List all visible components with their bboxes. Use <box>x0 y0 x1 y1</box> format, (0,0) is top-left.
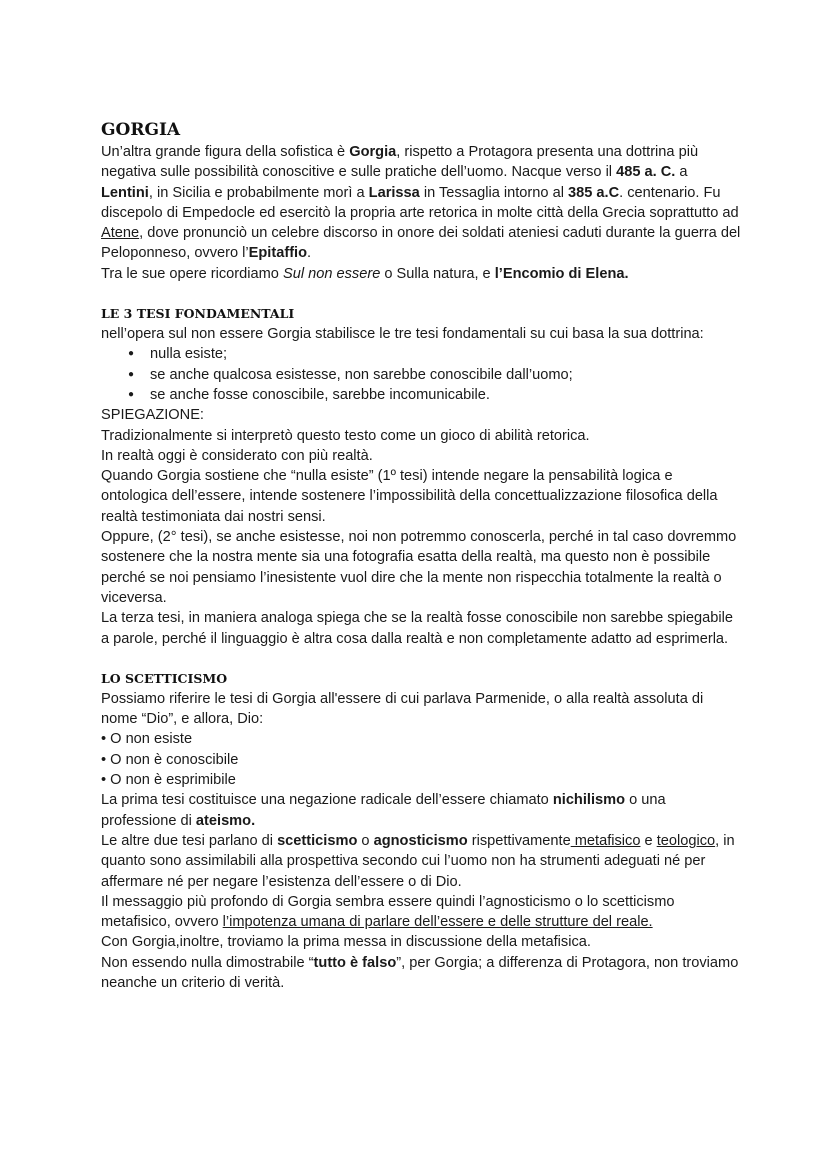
heading-scetticismo: LO SCETTICISMO <box>101 670 228 686</box>
document-page <box>101 118 741 993</box>
list-item: ● nulla esiste; <box>128 344 741 364</box>
spacer <box>101 649 741 669</box>
bold-run: 385 a.C <box>568 184 620 201</box>
list-item: ● se anche fosse conoscibile, sarebbe incomunicabile. <box>128 385 741 405</box>
italic-run: Sul non essere <box>282 265 381 282</box>
text-run: . <box>307 245 312 262</box>
text-run: Un’altra grande figura della sofistica è <box>101 144 350 160</box>
tesi-bullet-list <box>101 344 741 405</box>
list-item: ● se anche qualcosa esistesse, non sarebbe conoscibile dall’uomo; <box>128 365 741 385</box>
paragraph-spiegazione: Quando Gorgia sostiene che “nulla esiste” (1º tesi) intende negare la pensabilità logica e ontologica dell’essere, intende sostenere l’impossibilità della concettualizzazione filosofica della realtà testimoniata dai nostri sensi. <box>101 468 718 525</box>
paragraph-spiegazione: Oppure, (2° tesi), se anche esistesse, noi non potremmo conoscerla, perché in tal caso dovremmo sostenere che la nostra mente sia una fotografia esatta della realtà, ma questo non è possibile perché se noi pensiamo l’inesistente vuol dire che la mente non rispecchia totalmente la realtà o viceversa. <box>101 529 737 606</box>
paragraph-spiegazione: La terza tesi, in maniera analoga spiega che se la realtà fosse conoscibile non sarebbe spiegabile a parole, perché il linguaggio è altra cosa dalla realtà e non completamente adatto ad esprimerla. <box>101 610 733 647</box>
text-run: , in quanto sono assimilabili alla prospettiva secondo cui l’uomo non ha strumenti adeguati né per affermare né per negare l’esistenza dell’essere o di Dio. <box>101 832 735 890</box>
text-run: , rispetto a Protagora presenta una dottrina più negativa sulle possibilità conoscitive e sulle pratiche dell’uomo. Nacque verso il <box>101 144 699 181</box>
paragraph-nichilismo <box>101 790 741 831</box>
list-item: • O non è conoscibile <box>101 751 239 768</box>
bold-run: nichilismo <box>552 792 626 809</box>
text-run: o una professione di <box>101 792 666 829</box>
bold-run: l’Encomio di Elena. <box>494 265 629 282</box>
text-run: . centenario. <box>619 184 700 201</box>
bold-run: agnosticismo <box>373 832 468 849</box>
paragraph-tesi-intro: nell’opera sul non essere Gorgia stabilisce le tre tesi fondamentali su cui basa la sua dottrina: <box>101 326 704 343</box>
text-run: Tra le sue opere ricordiamo <box>101 265 283 282</box>
underlined-run: metafisico <box>570 832 641 849</box>
text-run: ”, per Gorgia; a differenza di Protagora, non troviamo neanche un criterio di verità. <box>101 954 739 991</box>
paragraph-spiegazione: Tradizionalmente si interpretò questo testo come un gioco di abilità retorica. <box>101 427 590 444</box>
paragraph-spiegazione: In realtà oggi è considerato con più realtà. <box>101 447 373 464</box>
text-run: Fu discepolo di Empedocle ed esercitò la propria arte retorica in molte città della Grecia soprattutto ad <box>101 184 739 221</box>
paragraph-messaggio <box>101 892 741 933</box>
text-run: , dove pronunciò un celebre discorso in onore dei soldati ateniesi caduti durante la guerra del Peloponneso, ovvero l’ <box>101 225 741 262</box>
underlined-run: l’impotenza umana di parlare dell’essere e delle strutture del reale. <box>222 914 653 931</box>
underlined-run: Atene <box>101 225 140 242</box>
bold-run: ateismo. <box>195 812 256 829</box>
text-run: La prima tesi costituisce una negazione radicale dell’essere chiamato <box>101 792 553 809</box>
heading-gorgia: GORGIA <box>101 120 181 140</box>
list-item: • O non esiste <box>101 731 193 748</box>
underlined-run: teologico <box>656 832 716 849</box>
text-run: rispettivamente <box>467 832 571 849</box>
text-run: o Sulla natura, e <box>380 265 495 282</box>
paragraph-scett-intro: Possiamo riferire le tesi di Gorgia all'essere di cui parlava Parmenide, o alla realtà assoluta di nome “Dio”, e allora, Dio: <box>101 690 704 728</box>
text-run: e <box>640 832 657 849</box>
spacer <box>101 284 741 304</box>
bold-run: Larissa <box>368 184 420 201</box>
bold-run: scetticismo <box>277 832 358 849</box>
bold-run: Epitaffio <box>248 245 308 262</box>
text-run: Non essendo nulla dimostrabile “ <box>101 954 314 971</box>
bold-run: 485 a. C. <box>616 164 676 181</box>
text-run: in Tessaglia intorno al <box>419 184 568 201</box>
bold-run: Gorgia <box>349 144 397 160</box>
bold-run: tutto è falso <box>313 954 397 971</box>
text-run: Le altre due tesi parlano di <box>101 832 278 849</box>
paragraph-agnosticismo <box>101 831 741 892</box>
text-run: a <box>675 164 688 181</box>
text-run: Il messaggio più profondo di Gorgia sembra essere quindi l’agnosticismo o lo scetticismo metafisico, ovvero <box>101 893 675 931</box>
paragraph-tutto-falso <box>101 953 741 994</box>
heading-tesi: LE 3 TESI FONDAMENTALI <box>101 306 295 322</box>
list-item: • O non è esprimibile <box>101 772 236 789</box>
label-spiegazione: SPIEGAZIONE: <box>101 407 204 424</box>
paragraph-gorgia-works <box>101 264 741 284</box>
paragraph-gorgia-bio <box>101 142 741 264</box>
text-run: , in Sicilia e probabilmente morì a <box>148 184 369 201</box>
paragraph-metafisica: Con Gorgia,inoltre, troviamo la prima messa in discussione della metafisica. <box>101 934 591 951</box>
bold-run: Lentini <box>101 184 149 201</box>
text-run: o <box>357 832 374 849</box>
